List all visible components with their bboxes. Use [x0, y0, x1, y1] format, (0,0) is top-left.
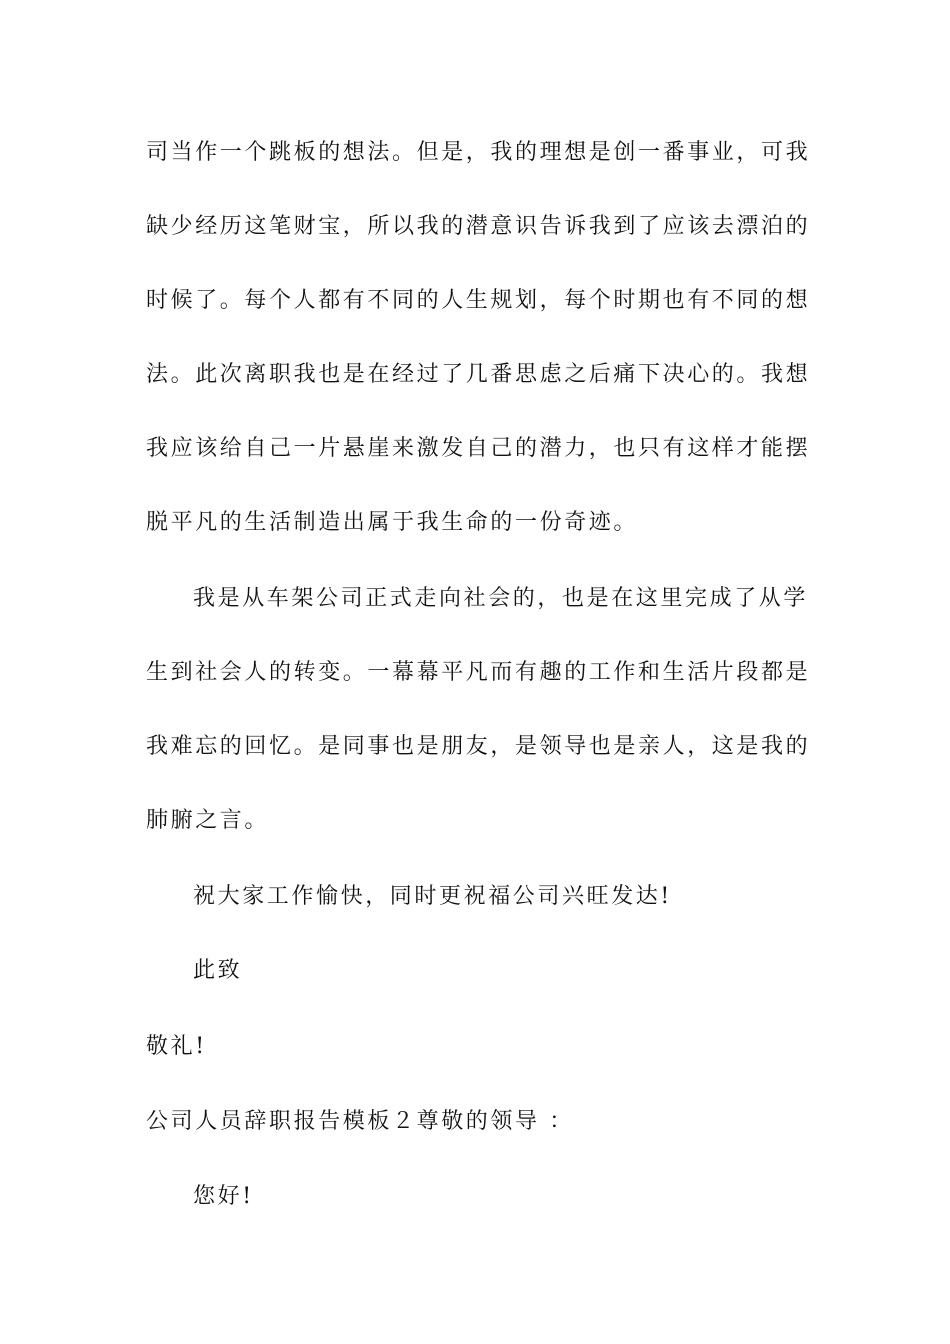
paragraph-line: 司当作一个跳板的想法。但是，我的理想是创一番事业，可我: [146, 140, 811, 165]
paragraph-line: 肺腑之言。: [146, 808, 270, 833]
greeting-line: 您好!: [193, 1184, 254, 1209]
paragraph-line: 时候了。每个人都有不同的人生规划，每个时期也有不同的想: [146, 288, 811, 313]
paragraph-line: 我应该给自己一片悬崖来激发自己的潜力，也只有这样才能摆: [146, 436, 811, 461]
paragraph-line: 脱平凡的生活制造出属于我生命的一份奇迹。: [146, 510, 639, 535]
wish-line: 祝大家工作愉快，同时更祝福公司兴旺发达!: [193, 884, 672, 909]
next-heading-line: 公司人员辞职报告模板２尊敬的领导 ：: [146, 1109, 574, 1134]
paragraph-line: 我是从车架公司正式走向社会的，也是在这里完成了从学: [193, 586, 809, 611]
paragraph-line: 我难忘的回忆。是同事也是朋友，是领导也是亲人，这是我的: [146, 734, 811, 759]
paragraph-line: 生到社会人的转变。一幕幕平凡而有趣的工作和生活片段都是: [146, 660, 811, 685]
closing-line: 此致: [193, 958, 243, 983]
paragraph-line: 缺少经历这笔财宝，所以我的潜意识告诉我到了应该去漂泊的: [146, 214, 811, 239]
paragraph-line: 法。此次离职我也是在经过了几番思虑之后痛下决心的。我想: [146, 362, 811, 387]
salute-line: 敬礼!: [146, 1034, 207, 1059]
